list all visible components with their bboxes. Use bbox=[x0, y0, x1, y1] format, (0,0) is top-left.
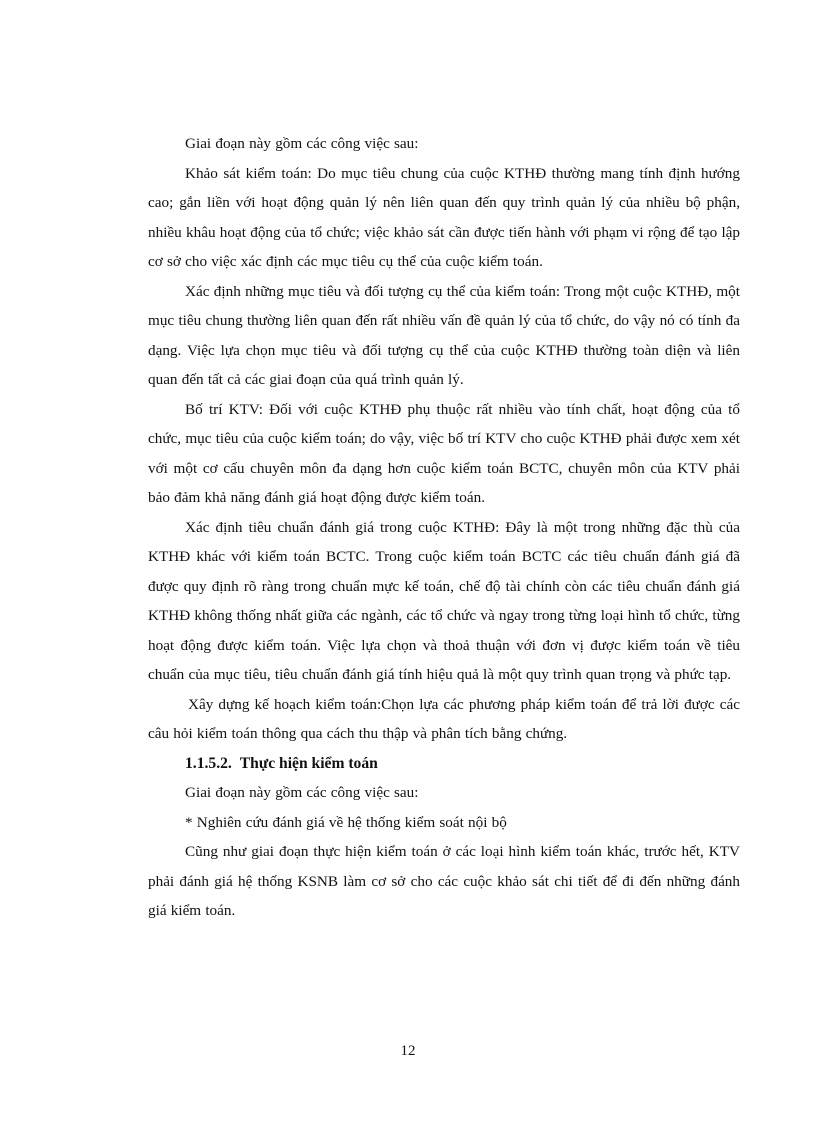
paragraph-intro-2: Giai đoạn này gồm các công việc sau: bbox=[185, 784, 419, 801]
section-number: 1.1.5.2. bbox=[185, 754, 232, 772]
section-title: Thực hiện kiểm toán bbox=[239, 754, 378, 772]
paragraph-intro: Giai đoạn này gồm các công việc sau: bbox=[185, 135, 419, 152]
paragraph-xac-dinh-muc-tieu: Xác định những mục tiêu và đối tượng cụ thể của kiểm toán: Trong một cuộc KTHĐ, một mục tiêu chung thường liên quan đến rất nhiều vấn đề quản lý của tổ chức, do vậy nó có tính đa dạng. Việc lựa chọn mục tiêu và đối tượng cụ thể của cuộc KTHĐ thường toàn diện và liên quan đến tất cả các giai đoạn của quá trình quản lý. bbox=[148, 282, 740, 388]
paragraph-tieu-chuan-danh-gia: Xác định tiêu chuẩn đánh giá trong cuộc KTHĐ: Đây là một trong những đặc thù của KTHĐ khác với kiểm toán BCTC. Trong cuộc kiểm toán BCTC các tiêu chuẩn đánh giá đã được quy định rõ ràng trong chuẩn mực kế toán, chế độ tài chính còn các tiêu chuẩn đánh giá KTHĐ không thống nhất giữa các ngành, các tổ chức và ngay trong từng loại hình tổ chức, từng hoạt động được kiểm toán. Việc lựa chọn và thoả thuận với đơn vị được kiểm toán về tiêu chuẩn của mục tiêu, tiêu chuẩn đánh giá tính hiệu quả là một quy trình quan trọng và phức tạp. bbox=[148, 518, 740, 683]
paragraph-khao-sat: Khảo sát kiểm toán: Do mục tiêu chung của cuộc KTHĐ thường mang tính định hướng cao; gắn liền với hoạt động quản lý nên liên quan đến quy trình quản lý của nhiều bộ phận, nhiều khâu hoạt động của tổ chức; việc khảo sát cần được tiến hành với phạm vi rộng để tạo lập cơ sở cho việc xác định các mục tiêu cụ thể của cuộc kiểm toán. bbox=[148, 164, 740, 270]
paragraph-danh-gia-ksnb: Cũng như giai đoạn thực hiện kiểm toán ở các loại hình kiểm toán khác, trước hết, KTV phải đánh giá hệ thống KSNB làm cơ sở cho các cuộc khảo sát chi tiết để đi đến những đánh giá kiểm toán. bbox=[148, 843, 740, 919]
page-number: 12 bbox=[400, 1043, 416, 1059]
paragraph-ke-hoach: Xây dựng kế hoạch kiểm toán:Chọn lựa các phương pháp kiểm toán để trả lời được các câu hỏi kiểm toán thông qua cách thu thập và phân tích bằng chứng. bbox=[148, 695, 740, 742]
paragraph-bullet-ksnb: * Nghiên cứu đánh giá về hệ thống kiểm soát nội bộ bbox=[185, 813, 507, 831]
document-body bbox=[148, 129, 740, 926]
paragraph-bo-tri-ktv: Bố trí KTV: Đối với cuộc KTHĐ phụ thuộc rất nhiều vào tính chất, hoạt động của tổ chức, mục tiêu của cuộc kiểm toán; do vậy, việc bố trí KTV cho cuộc KTHĐ phải được xem xét với một cơ cấu chuyên môn đa dạng hơn cuộc kiểm toán BCTC, chuyên môn của KTV phải bảo đảm khả năng đánh giá hoạt động được kiểm toán. bbox=[148, 400, 740, 506]
section-heading bbox=[148, 749, 740, 779]
